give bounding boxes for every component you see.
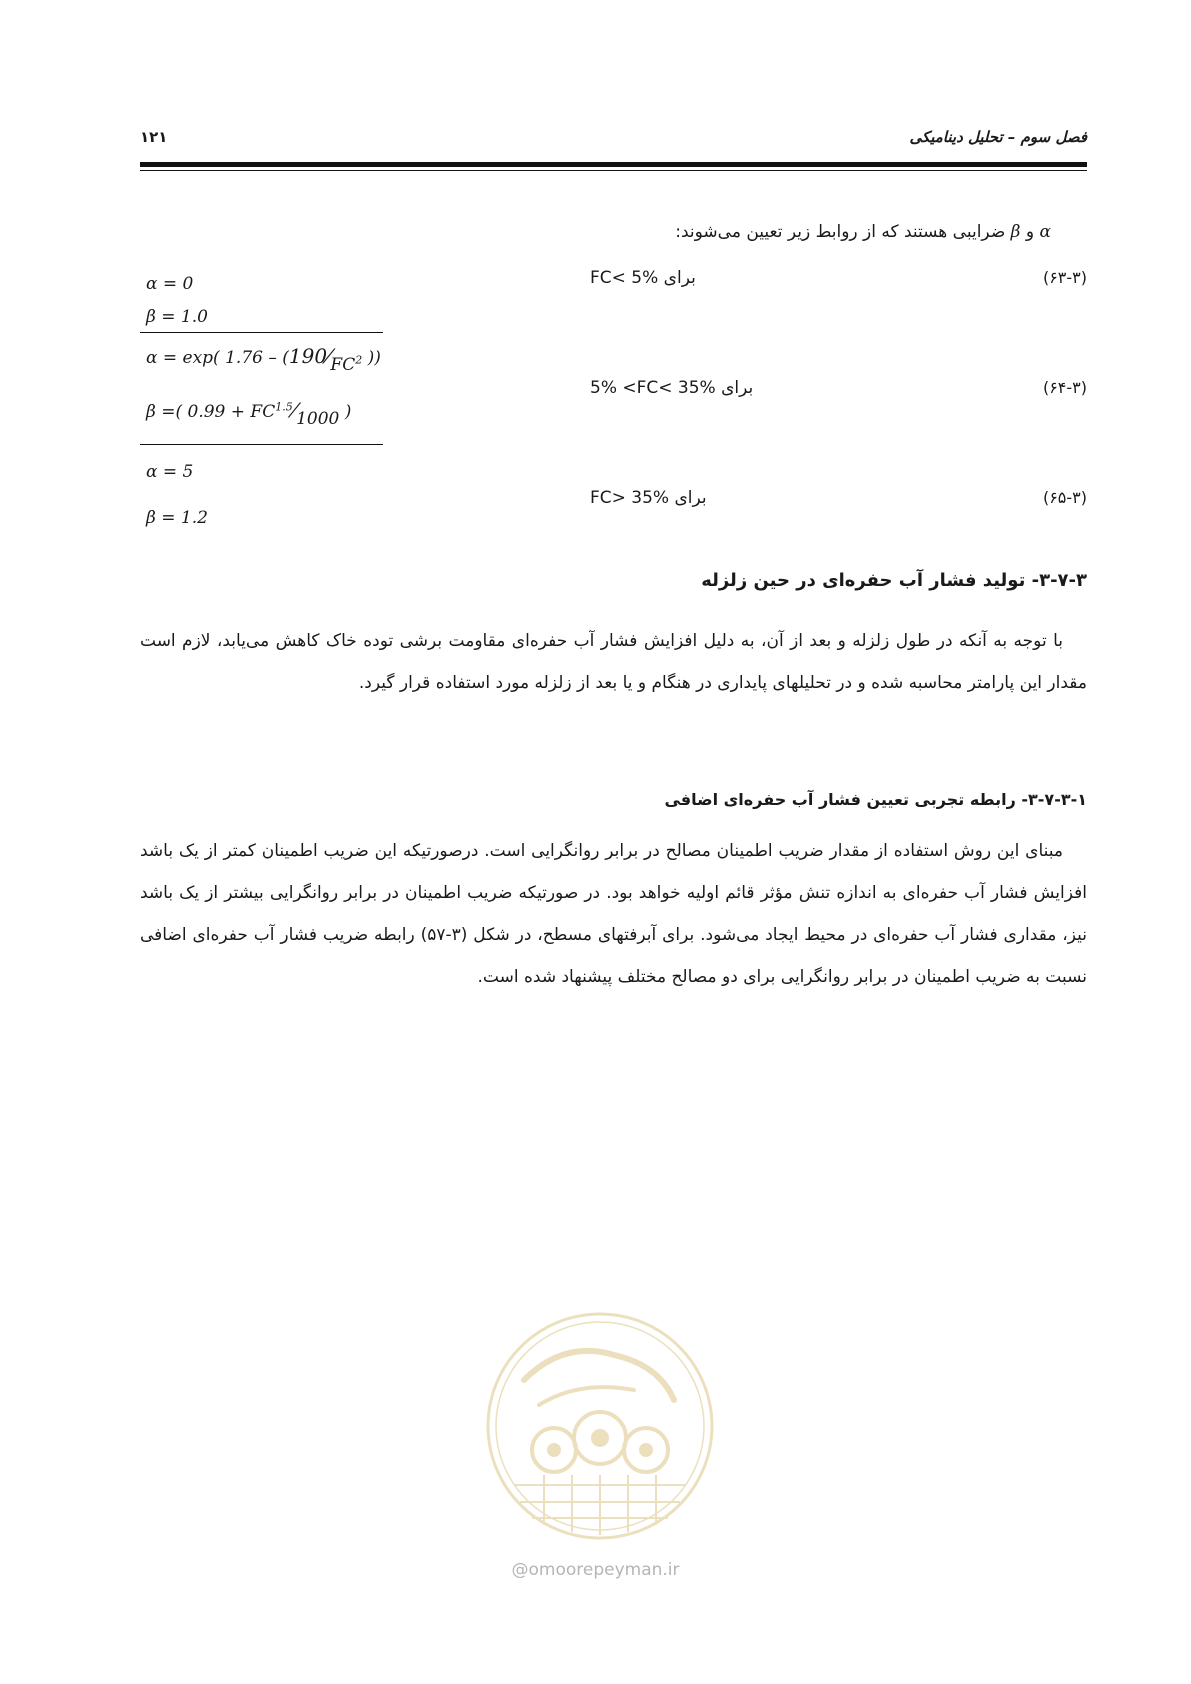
beta-symbol: β	[1010, 222, 1021, 242]
intro-conj: و	[1025, 222, 1035, 242]
page-header	[140, 128, 1087, 158]
formula-beta-64: β =( $0.99 + FC^{1.5}⁄1000$ )	[146, 398, 352, 429]
formula-alpha-65: α = 5	[146, 462, 194, 482]
watermark-url: @omoorepeyman.ir	[511, 1560, 680, 1580]
equation-number: (۶۳-۳)	[1042, 268, 1087, 287]
condition-expr: FC> 35%	[590, 488, 670, 508]
equation-65-row	[140, 488, 1087, 528]
formula-separator	[140, 332, 383, 333]
intro-rest: ضرایبی هستند که از روابط زیر تعیین می‌شوند:	[675, 222, 1006, 242]
gear-scales-seal-icon	[484, 1310, 716, 1542]
header-rule-thin	[140, 170, 1087, 171]
condition-expr: 5% <FC< 35%	[590, 378, 716, 398]
equation-number: (۶۴-۳)	[1042, 378, 1087, 397]
formula-beta-63: β = 1.0	[146, 307, 208, 327]
alpha-symbol: α	[1039, 222, 1051, 242]
condition-label: برای	[721, 378, 754, 398]
equation-condition	[590, 268, 696, 288]
condition-expr: FC< 5%	[590, 268, 659, 288]
condition-label: برای	[663, 268, 696, 288]
equation-condition	[590, 488, 707, 508]
equation-condition	[590, 378, 753, 398]
equation-63-row	[140, 268, 1087, 308]
formula-separator	[140, 444, 383, 445]
equation-number: (۶۵-۳)	[1042, 488, 1087, 507]
section-heading: ۳-۷-۳- تولید فشار آب حفره‌ای در حین زلزله	[701, 570, 1087, 591]
chapter-title: فصل سوم – تحلیل دینامیکی	[909, 128, 1087, 146]
formula-beta-65: β = 1.2	[146, 508, 208, 528]
header-rule-thick	[140, 162, 1087, 167]
subsection-heading: ۳-۷-۳-۱- رابطه تجربی تعیین فشار آب حفره‌ای اضافی	[664, 790, 1087, 809]
section-paragraph: با توجه به آنکه در طول زلزله و بعد از آن، به دلیل افزایش فشار آب حفره‌ای مقاومت برشی توده خاک کاهش می‌یابد، لازم است مقدار این پارامتر محاسبه شده و در تحلیلهای پایداری در هنگام و یا بعد از زلزله مورد استفاده قرار گیرد.	[140, 631, 1087, 693]
condition-label: برای	[674, 488, 707, 508]
subsection-paragraph: مبنای این روش استفاده از مقدار ضریب اطمینان مصالح در برابر روانگرایی است. درصورتیکه این ضریب اطمینان کمتر از یک باشد افزایش فشار آب حفره‌ای به اندازه تنش مؤثر قائم اولیه خواهد بود. در صورتیکه ضریب اطمینان در برابر روانگرایی بیشتر از یک باشد نیز، مقداری فشار آب حفره‌ای در محیط ایجاد می‌شود. برای آبرفتهای مسطح، در شکل (۳-۵۷) رابطه ضریب فشار آب حفره‌ای اضافی نسبت به ضریب اطمینان در برابر روانگرایی برای دو مصالح مختلف پیشنهاد شده است.	[140, 841, 1088, 987]
formula-alpha-63: α = 0	[146, 274, 194, 294]
intro-line	[675, 222, 1051, 242]
page-number: ۱۲۱	[140, 128, 168, 146]
formula-alpha-64: α = exp( $1.76 - (190⁄FC^2$ ))	[146, 344, 381, 375]
